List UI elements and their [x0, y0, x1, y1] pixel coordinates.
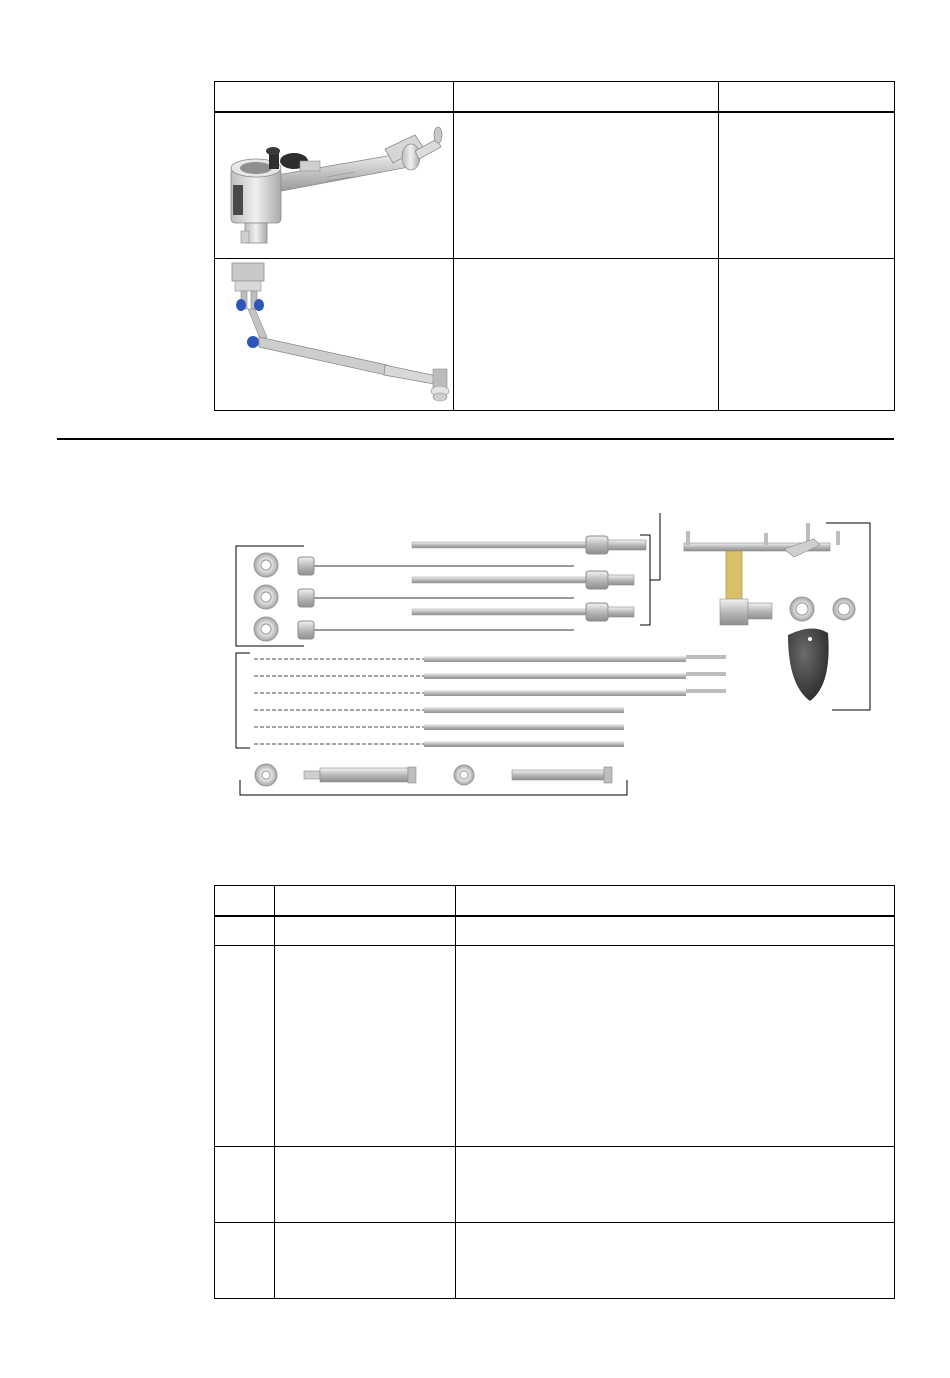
quantity-cell: [719, 259, 895, 411]
bracket-drills: [236, 653, 250, 748]
table-row: [215, 1147, 895, 1223]
image-cell: [215, 259, 454, 411]
table-row: [215, 112, 895, 259]
table-row: [215, 916, 895, 946]
guide-pin-set: [298, 557, 574, 639]
table-row: [215, 259, 895, 411]
header-cell-item: [215, 886, 275, 917]
table-row: [215, 946, 895, 1147]
drill-sleeve-set: [412, 536, 646, 621]
bracket-accessories: [240, 780, 627, 795]
description-cell: [454, 259, 719, 411]
header-cell-name: [275, 886, 456, 917]
table-cell: [275, 1147, 456, 1223]
table-cell: [215, 946, 275, 1147]
table-header-row: [215, 82, 895, 113]
header-cell-description: [454, 82, 719, 113]
extramedullary-alignment-rod-image: [215, 259, 451, 407]
header-cell-image: [215, 82, 454, 113]
washer-set: [254, 553, 278, 641]
table-cell: [275, 916, 456, 946]
instrument-table: [214, 81, 895, 411]
table-row: [215, 1223, 895, 1299]
header-cell-description: [456, 886, 895, 917]
table-cell: [456, 1147, 895, 1223]
image-cell: [215, 112, 454, 259]
kit-contents-table: [214, 885, 895, 1299]
tibial-cutting-guide-image: [215, 113, 451, 255]
table-cell: [215, 1223, 275, 1299]
accessory-set: [255, 764, 612, 786]
table-cell: [456, 1223, 895, 1299]
table-cell: [215, 916, 275, 946]
table-header-row: [215, 886, 895, 917]
instrument-kit-figure: [214, 505, 894, 805]
quantity-cell: [719, 112, 895, 259]
table-cell: [275, 1223, 456, 1299]
header-cell-quantity: [719, 82, 895, 113]
table-cell: [456, 916, 895, 946]
table-cell: [275, 946, 456, 1147]
drill-bit-set: [254, 655, 726, 747]
description-cell: [454, 112, 719, 259]
section-divider: [57, 438, 894, 440]
table-cell: [215, 1147, 275, 1223]
table-cell: [456, 946, 895, 1147]
